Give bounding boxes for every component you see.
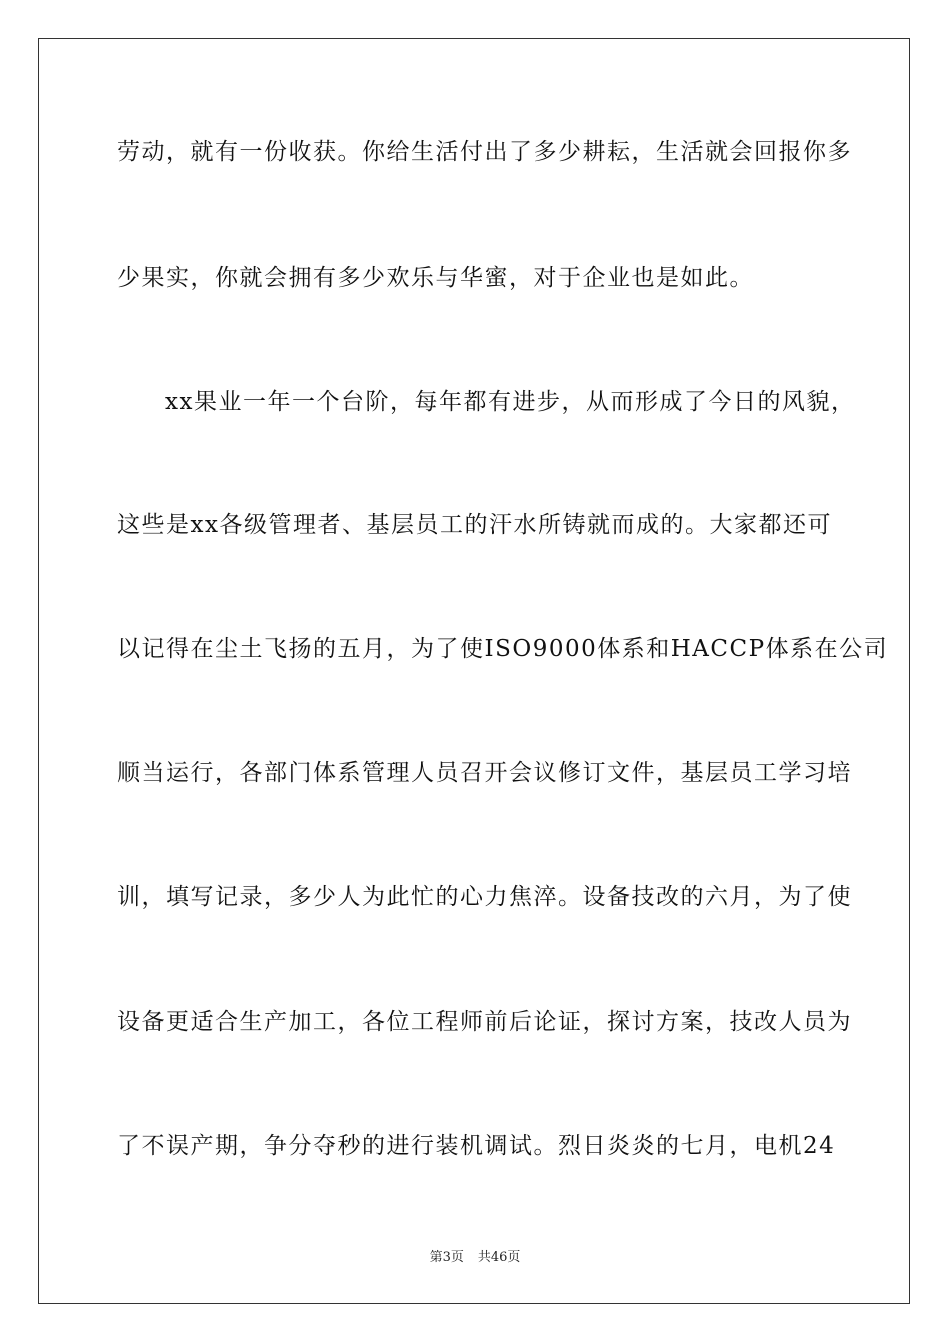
body-text-line: xx果业一年一个台阶，每年都有进步，从而形成了今日的风貌， [165, 389, 856, 415]
body-text-line: 以记得在尘土飞扬的五月，为了使ISO9000体系和HACCP体系在公司 [117, 636, 889, 662]
body-text-line: 少果实，你就会拥有多少欢乐与华蜜，对于企业也是如此。 [117, 265, 754, 291]
body-text-line: 这些是xx各级管理者、基层员工的汗水所铸就而成的。大家都还可 [117, 512, 832, 538]
body-text-line: 顺当运行，各部门体系管理人员召开会议修订文件，基层员工学习培 [117, 760, 852, 786]
page-total: 共46页 [477, 1250, 521, 1265]
body-text-line: 了不误产期，争分夺秒的进行装机调试。烈日炎炎的七月，电机24 [117, 1133, 836, 1159]
page-footer [0, 1246, 950, 1265]
body-text-line: 训，填写记录，多少人为此忙的心力焦淬。设备技改的六月，为了使 [117, 884, 852, 910]
body-text-line: 设备更适合生产加工，各位工程师前后论证，探讨方案，技改人员为 [117, 1009, 852, 1035]
page-number: 第3页 [429, 1250, 464, 1265]
body-text-line: 劳动，就有一份收获。你给生活付出了多少耕耘，生活就会回报你多 [117, 139, 852, 165]
page-border [38, 38, 910, 1304]
